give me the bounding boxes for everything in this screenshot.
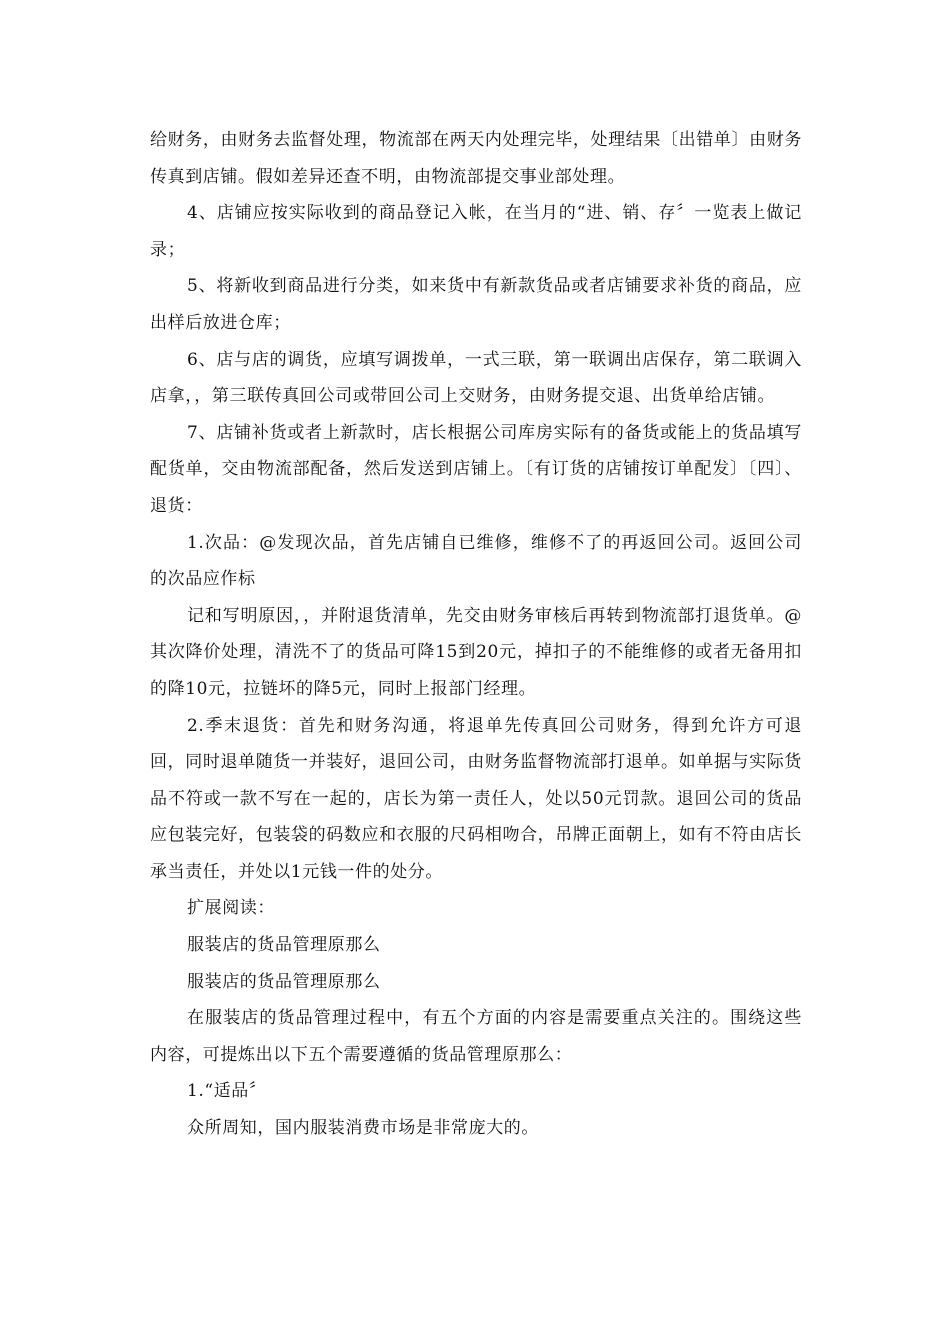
paragraph: 记和写明原因，，并附退货清单，先交由财务审核后再转到物流部打退货单。@其次降价处理，清洗不了的货品可降15到20元，掉扣子的不能维修的或者无备用扣的降10元，拉链坏的降5元，同时上报部门经理。 [150,605,802,699]
paragraph: 2.季末退货：首先和财务沟通，将退单先传真回公司财务，得到允许方可退回，同时退单随货一并装好，退回公司，由财务监督物流部打退单。如单据与实际货品不符或一款不写在一起的，店长为第一责任人，处以50元罚款。退回公司的货品应包装完好，包装袋的码数应和衣服的尺码相吻合，吊牌正面朝上，如有不符由店长承当责任，并处以1元钱一件的处分。 [150,715,802,882]
document-body [150,122,802,1147]
paragraph: 众所周知，国内服装消费市场是非常庞大的。 [187,1118,539,1139]
paragraph: 扩展阅读： [187,898,275,919]
paragraph: 7、店铺补货或者上新款时，店长根据公司库房实际有的备货或能上的货品填写配货单，交由物流部配备，然后发送到店铺上。〔有订货的店铺按订单配发〕〔四〕、退货： [150,422,802,516]
paragraph: 在服装店的货品管理过程中，有五个方面的内容是需要重点关注的。围绕这些内容，可提炼出以下五个需要遵循的货品管理原那么： [150,1008,802,1065]
paragraph: 服装店的货品管理原那么 [187,935,381,956]
paragraph: 服装店的货品管理原那么 [187,971,381,992]
paragraph: 1.次品：@发现次品，首先店铺自已维修，维修不了的再返回公司。返回公司的次品应作标 [150,532,802,590]
paragraph: 1.“适品〞 [187,1081,267,1102]
paragraph: 5、将新收到商品进行分类，如来货中有新款货品或者店铺要求补货的商品，应出样后放进仓库； [150,276,802,333]
paragraph: 6、店与店的调货，应填写调拨单，一式三联，第一联调出店保存，第二联调入店拿，，第三联传真回公司或带回公司上交财务，由财务提交退、出货单给店铺。 [150,349,802,407]
paragraph: 4、店铺应按实际收到的商品登记入帐，在当月的“进、销、存〞一览表上做记录； [150,203,802,260]
paragraph: 给财务，由财务去监督处理，物流部在两天内处理完毕，处理结果〔出错单〕由财务传真到店铺。假如差异还查不明，由物流部提交事业部处理。 [150,130,802,187]
